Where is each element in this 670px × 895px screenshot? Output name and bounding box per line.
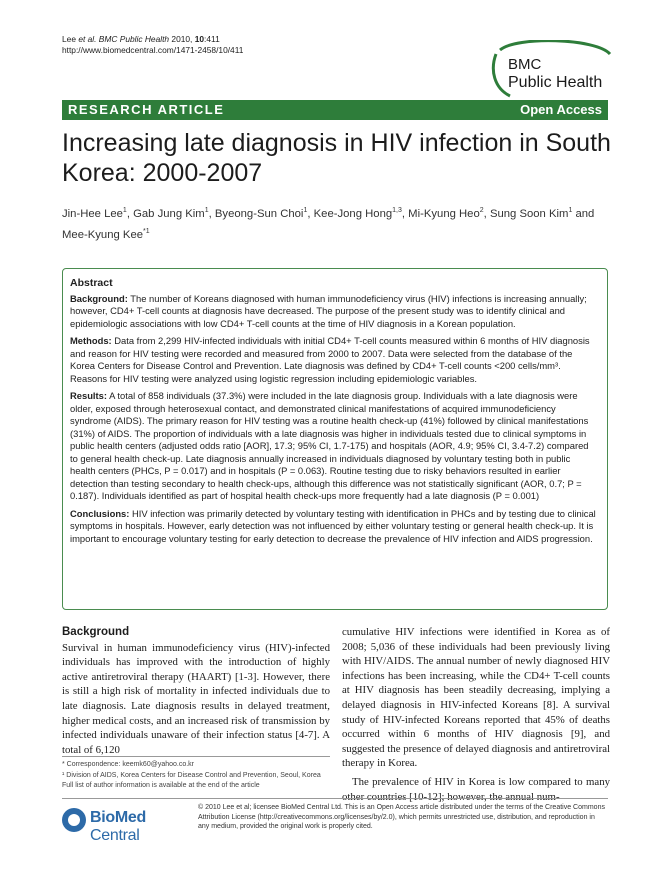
article-title: Increasing late diagnosis in HIV infection in South Korea: 2000-2007 — [62, 129, 611, 187]
author-name: Mi-Kyung Heo$^2$ — [408, 207, 484, 220]
license-text: © 2010 Lee et al; licensee BioMed Central Ltd. This is an Open Access article distributed under the terms of the Creative Commons Attribution License (http://creativecommons.org/licenses/by/2.0), which permits unrestricted use, distribution, and reproduction in any medium, provided the original work is properly cited. — [198, 804, 605, 831]
author-list: Jin-Hee Lee$^1$, Gab Jung Kim$^1$, Byeong-Sun Choi$^1$, Kee-Jong Hong$^{1,3}$, Mi-Kyung Heo$^2$, Sung Soon Kim$^1$ and Mee-Kyung Kee$^{*1}$ — [62, 207, 595, 241]
author-affiliation-mark: 2 — [479, 207, 484, 214]
divider — [62, 798, 608, 799]
abstract-background: Background: The number of Koreans diagnosed with human immunodeficiency virus (HIV) infections is increasing annually; however, CD4+ T-cell counts at diagnosis have decreased. The purpose of the present study was to identify clinical and epidemiologic associations with low CD4+ T-cell counts at the time of HIV diagnosis in a Korean population. — [70, 292, 587, 329]
body-paragraph: Survival in human immunodeficiency virus (HIV)-infected individuals has improved with the introduction of highly active antiretroviral therapy (HAART) [1-3]. However, there is still a high risk of mortality in infected individuals due to late diagnosis. Late diagnosis results in delayed treatment, higher medical costs, and an increased risk of transmission by infected individuals unaware of their infection status [4-7]. A total of 6,120 — [62, 641, 330, 756]
body-left-column — [62, 625, 330, 757]
biomed-circle-icon — [62, 808, 86, 832]
author-name: Sung Soon Kim$^1$ — [489, 207, 573, 220]
body-right-column — [342, 625, 610, 804]
author-affiliation-mark: 1 — [568, 207, 573, 214]
author-info-note: Full list of author information is available at the end of the article — [62, 782, 260, 790]
author-name: Gab Jung Kim$^1$ — [133, 207, 209, 220]
bmc-public-health-logo: BMC Public Health — [486, 40, 614, 100]
author-affiliation-mark: *1 — [143, 227, 150, 235]
body-paragraph: cumulative HIV infections were identified in Korea as of 2008; 5,036 of these individuals had been previously living with HIV/AIDS. The annual number of newly diagnosed HIV infections has been increasing, while the CD4+ T-cell counts at HIV diagnosis has been steadily decreasing, implying a delayed diagnosis in HIV-infected Koreans [8]. A survival study of HIV-infected Koreans reported that 45% of deaths occurred within 6 months of HIV diagnosis [9], and suggested the presence of delayed diagnosis and antiretroviral therapy in Korea. — [342, 626, 610, 770]
affiliation-note: ¹ Division of AIDS, Korea Centers for Disease Control and Prevention, Seoul, Korea — [62, 771, 321, 779]
footnotes — [62, 756, 330, 792]
author-affiliation-mark: 1,3 — [392, 207, 402, 214]
running-header: Lee et al. BMC Public Health 2010, 10:411 http://www.biomedcentral.com/1471-2458/10/411 — [62, 34, 244, 55]
author-name: Mee-Kyung Kee$^{*1}$ — [62, 227, 150, 241]
body-paragraph: The prevalence of HIV in Korea is low compared to many other countries [10-12]; however, the annual num- — [342, 775, 610, 803]
author-affiliation-mark: 1 — [303, 207, 308, 214]
author-affiliation-mark: 1 — [122, 207, 127, 214]
biomed-central-logo[interactable]: BioMed Central — [62, 806, 196, 832]
article-type-banner — [62, 100, 608, 120]
author-name: Jin-Hee Lee$^1$ — [62, 207, 127, 220]
abstract-conclusions: Conclusions: HIV infection was primarily detected by voluntary testing with identification in PHCs and by testing due to clinical symptoms in hospitals. However, early detection was not influenced by either voluntary testing or general health check-up. It is important to encourage voluntary testing for early detection to decrease the prevalence of HIV infection and AIDS progression. — [70, 507, 596, 544]
correspondence-note: * Correspondence: keemk60@yahoo.co.kr — [62, 761, 195, 768]
open-access-label: Open Access — [520, 102, 602, 117]
article-type: RESEARCH ARTICLE — [68, 102, 225, 117]
author-name: Kee-Jong Hong$^{1,3}$ — [313, 207, 402, 220]
abstract-results: Results: A total of 858 individuals (37.3%) were included in the late diagnosis group. Individuals with a late diagnosis were older, exposed through heterosexual contact, and demonstrated clinical manifestations of acquired immunodeficiency syndrome (AIDS). The primary reason for HIV testing was a routine health check-up (41%) followed by clinical manifestations (31%) of AIDS. The proportion of individuals with a late diagnosis was higher in individuals tested due to clinical symptoms in public health centers (adjusted odds ratio [AOR], 17.3; 95% CI, 1.7-175) and hospitals (AOR, 4.9; 95% CI, 3.4-7.2) compared to general health check-up. Late diagnosis annually increased in individuals diagnosed by voluntary testing both in public health centers (PHCs, P = 0.017) and in hospitals (P = 0.063). Routine testing due to risky behaviors resulted in earlier detection than testing secondary to health check-ups, although this difference was not statistically significant (AOR, 0.7; P = 0.187). Individuals identified as part of hospital health check-ups more frequently had a late diagnosis (P = 0.001) — [70, 390, 589, 501]
author-affiliation-mark: 1 — [204, 207, 209, 214]
section-heading-background: Background — [62, 626, 130, 638]
article-url[interactable]: http://www.biomedcentral.com/1471-2458/10/411 — [62, 45, 244, 55]
author-name: Byeong-Sun Choi$^1$ — [214, 207, 308, 220]
abstract-box — [62, 268, 608, 610]
abstract-heading: Abstract — [70, 277, 113, 289]
abstract-methods: Methods: Data from 2,299 HIV-infected individuals with initial CD4+ T-cell counts measured within 6 months of HIV diagnosis and reason for HIV testing were recorded and measured from 2000 to 2007. Data were selected from the database of the Korea Centers for Disease Control and Prevention. Late diagnosis was defined by CD4+ T-cell counts <200 cells/mm³. Reasons for HIV testing were analyzed using logistic regression including epidemiologic variables. — [70, 335, 590, 384]
